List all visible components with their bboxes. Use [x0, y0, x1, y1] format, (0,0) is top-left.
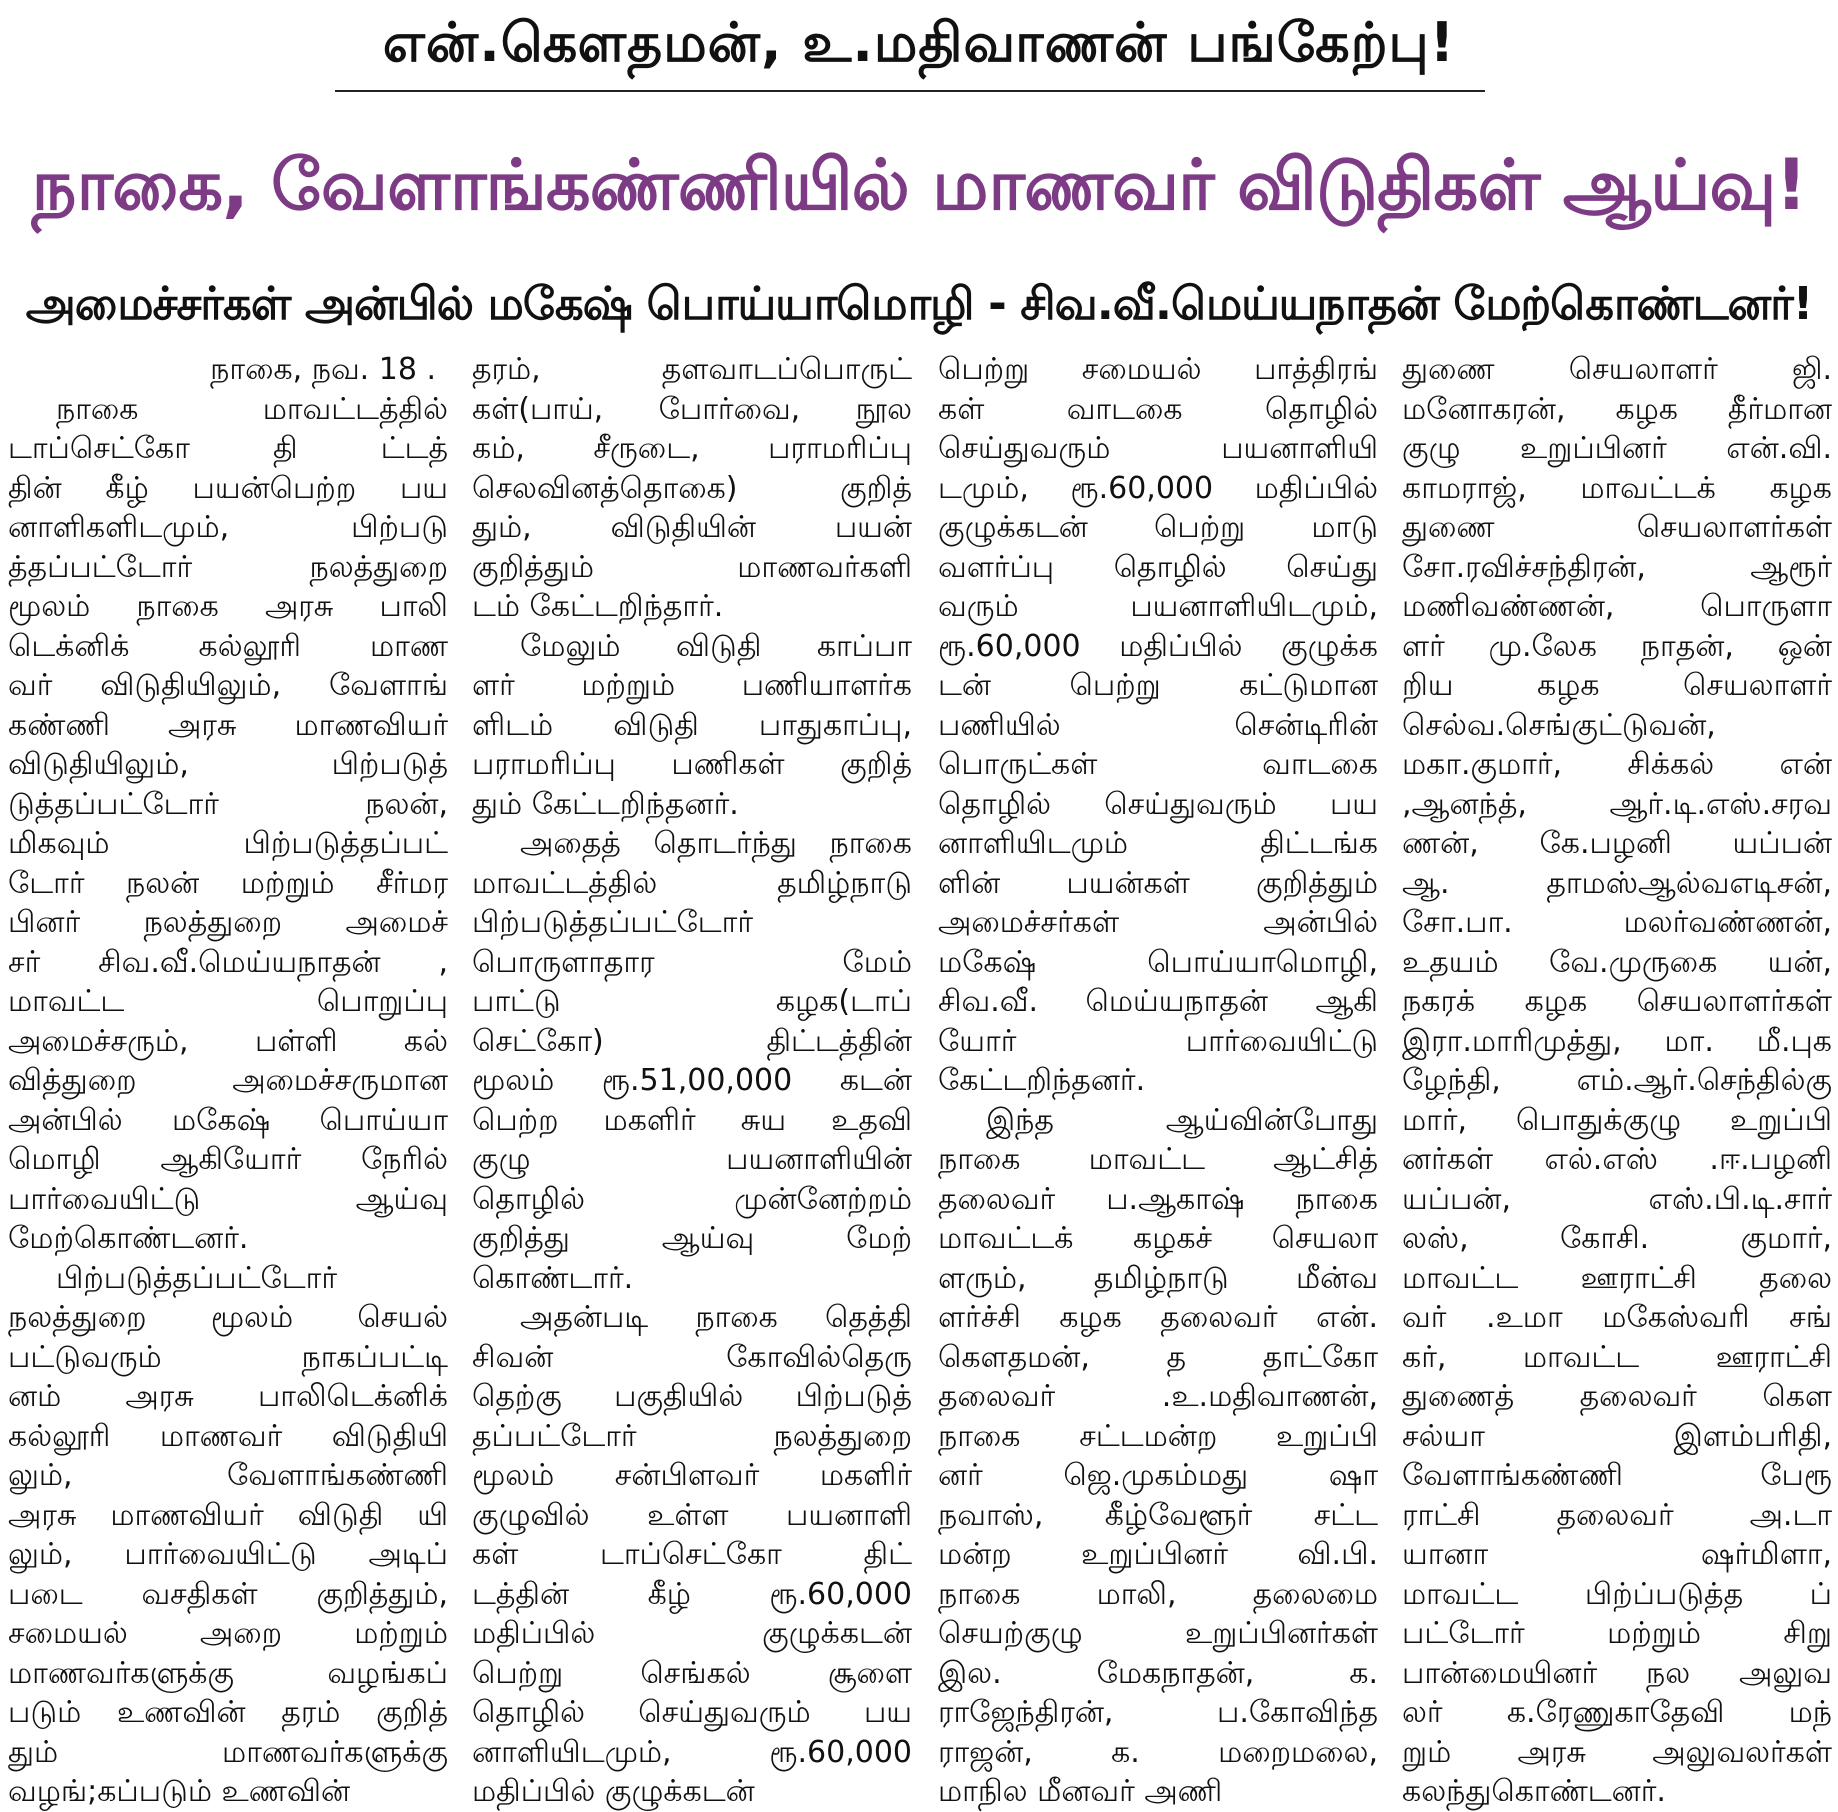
article-line: மாணவர்களுக்கு வழங்கப்	[8, 1655, 448, 1691]
article-line: பெற்று சமையல் பாத்திரங்	[938, 352, 1378, 387]
article-line: னாளியிடமும் திட்டங்க	[938, 826, 1378, 861]
article-line: மகேஷ் பொய்யாமொழி,	[938, 944, 1378, 980]
article-line: கண்ணி அரசு மாணவியர்	[8, 707, 448, 743]
article-line: மேற்கொண்டனர்.	[8, 1221, 249, 1256]
article-line: அதைத் தொடர்ந்து நாகை	[520, 826, 912, 861]
article-line: கேட்டறிந்தனர்.	[938, 1063, 1146, 1098]
article-line: வேளாங்கண்ணி பேரூ	[1402, 1458, 1832, 1493]
article-line: பொருளாதார மேம்	[472, 944, 912, 980]
article-line: தின் கீழ் பயன்பெற்ற பய	[8, 470, 448, 506]
article-column-1	[8, 350, 448, 1809]
headline: நாகை, வேளாங்கண்ணியில் மாணவர் விடுதிகள் ஆய்வு!	[31, 144, 1807, 226]
article-line: மதிப்பில் குழுக்கடன்	[472, 1774, 755, 1809]
article-line: பாட்டு கழக(டாப்	[472, 984, 912, 1019]
article-line: னர்கள் எல்.எஸ் .ஈ.பழனி	[1402, 1142, 1832, 1177]
article-line: டோர் நலன் மற்றும் சீர்மர	[8, 865, 448, 901]
article-line: பராமரிப்பு பணிகள் குறித்	[472, 747, 912, 782]
article-line: வித்துறை அமைச்சருமான	[8, 1063, 448, 1098]
article-line: பொருட்கள் வாடகை	[938, 747, 1378, 782]
article-line: சல்யா இளம்பரிதி,	[1402, 1418, 1832, 1454]
article-line: னர் ஜெ.முகம்மது ஷா	[938, 1458, 1378, 1493]
article-line: நலத்துறை மூலம் செயல்	[8, 1300, 448, 1335]
article-line: ழேந்தி, எம்.ஆர்.செந்தில்கு	[1402, 1063, 1832, 1098]
article-line: ,ஆனந்த், ஆர்.டி.எஸ்.சரவ	[1402, 786, 1832, 822]
article-line: ளர்ச்சி கழக தலைவர் என்.	[938, 1300, 1378, 1335]
article-line: மூலம் நாகை அரசு பாலி	[8, 589, 448, 624]
article-line: இல. மேகநாதன், க.	[938, 1655, 1378, 1691]
article-line: றிய கழக செயலாளர்	[1402, 668, 1832, 703]
article-line: லும், பார்வையிட்டு அடிப்	[8, 1537, 448, 1572]
article-line: பெற்று செங்கல் சூளை	[472, 1655, 912, 1691]
article-line: செலவினத்தொகை) குறித்	[472, 470, 912, 506]
article-line: துணை செயலாளர் ஜி.	[1402, 352, 1832, 387]
article-line: வளர்ப்பு தொழில் செய்து	[938, 549, 1378, 585]
article-line: கள் வாடகை தொழில்	[938, 391, 1378, 427]
article-line: வழங்;கப்படும் உணவின்	[8, 1774, 351, 1809]
article-line: செல்வ.செங்குட்டுவன்,	[1402, 707, 1716, 743]
article-line: லஸ், கோசி. குமார்,	[1402, 1221, 1832, 1256]
article-line: படை வசதிகள் குறித்தும்,	[8, 1576, 448, 1612]
article-line: கம், சீருடை, பராமரிப்பு	[472, 431, 912, 466]
article-line: டத்தின் கீழ் ரூ.60,000	[472, 1576, 912, 1612]
article-line: சோ.ரவிச்சந்திரன், ஆரூர்	[1402, 549, 1832, 585]
article-line: டமும், ரூ.60,000 மதிப்பில்	[938, 470, 1378, 506]
article-body	[0, 350, 1838, 1809]
article-column-4	[1402, 350, 1832, 1809]
article-line: டம் கேட்டறிந்தார்.	[472, 589, 724, 624]
article-line: குழு பயனாளியின்	[472, 1142, 912, 1177]
article-line: மாவட்டக் கழகச் செயலா	[938, 1221, 1378, 1256]
article-line: ராஜேந்திரன், ப.கோவிந்த	[938, 1695, 1378, 1730]
article-line: கல்லூரி மாணவர் விடுதியி	[8, 1418, 448, 1454]
article-line: தும், விடுதியின் பயன்	[472, 510, 912, 545]
article-line: தலைவர் .உ.மதிவாணன்,	[938, 1379, 1378, 1414]
article-line: சர் சிவ.வீ.மெய்யநாதன் ,	[8, 944, 448, 980]
article-line: னாளிகளிடமும், பிற்படு	[8, 510, 448, 545]
article-line: மாவட்டத்தில் தமிழ்நாடு	[472, 865, 912, 901]
article-line: நாகை மாவட்டத்தில்	[56, 391, 448, 427]
article-line: ளர் மு.லேக நாதன், ஒன்	[1402, 628, 1832, 664]
article-line: பினர் நலத்துறை அமைச்	[8, 905, 448, 940]
article-line: செய்துவரும் பயனாளியி	[938, 431, 1378, 466]
article-line: டாப்செட்கோ தி ட்டத்	[8, 431, 448, 466]
article-line: கொண்டார்.	[472, 1260, 634, 1296]
article-line: மொழி ஆகியோர் நேரில்	[8, 1142, 448, 1177]
article-line: நகரக் கழக செயலாளர்கள்	[1402, 984, 1832, 1019]
article-line: மூலம் ரூ.51,00,000 கடன்	[472, 1063, 912, 1098]
article-line: டுத்தப்பட்டோர் நலன்,	[8, 786, 448, 822]
article-line: தரம், தளவாடப்பொருட்	[472, 352, 912, 387]
article-line: டெக்னிக் கல்லூரி மாண	[8, 628, 448, 664]
article-line: சிவ.வீ. மெய்யநாதன் ஆகி	[938, 984, 1378, 1019]
article-line: லும், வேளாங்கண்ணி	[8, 1458, 448, 1493]
article-line: பார்வையிட்டு ஆய்வு	[8, 1181, 448, 1217]
article-line: லர் க.ரேணுகாதேவி மந்	[1402, 1695, 1832, 1730]
article-line: இரா.மாரிமுத்து, மா. மீ.புக	[1402, 1023, 1832, 1059]
subheadline: அமைச்சர்கள் அன்பில் மகேஷ் பொய்யாமொழி - சிவ.வீ.மெய்யநாதன் மேற்கொண்டனர்!	[25, 277, 1813, 330]
article-line: கர், மாவட்ட ஊராட்சி	[1402, 1339, 1832, 1375]
article-line: டன் பெற்று கட்டுமான	[938, 668, 1378, 703]
article-line: ராட்சி தலைவர் அ.டா	[1402, 1497, 1832, 1533]
article-line: இந்த ஆய்வின்போது	[986, 1102, 1378, 1138]
article-line: துணை செயலாளர்கள்	[1402, 510, 1832, 545]
article-line: நாகை, நவ. 18 .	[210, 352, 436, 387]
article-line: சிவன் கோவில்தெரு	[472, 1339, 912, 1375]
article-line: அமைச்சரும், பள்ளி கல்	[8, 1023, 448, 1059]
article-line: சோ.பா. மலர்வண்ணன்,	[1402, 905, 1832, 940]
article-line: த்தப்பட்டோர் நலத்துறை	[8, 549, 448, 585]
article-line: கலந்துகொண்டனர்.	[1402, 1774, 1666, 1809]
article-line: னாளியிடமும், ரூ.60,000	[472, 1734, 912, 1770]
article-line: பட்டோர் மற்றும் சிறு	[1402, 1616, 1832, 1651]
article-line: படும் உணவின் தரம் குறித்	[8, 1695, 448, 1730]
article-line: பான்மையினர் நல அலுவ	[1402, 1655, 1832, 1691]
article-line: தும் மாணவர்களுக்கு	[8, 1734, 448, 1770]
article-column-2	[472, 350, 912, 1809]
article-line: வர் .உமா மகேஸ்வரி சங்	[1402, 1300, 1832, 1335]
article-line: மார், பொதுக்குழு உறுப்பி	[1402, 1102, 1832, 1138]
article-line: ராஜன், க. மறைமலை,	[938, 1734, 1378, 1770]
article-line: மன்ற உறுப்பினர் வி.பி.	[938, 1537, 1378, 1572]
article-line: பணியில் சென்டிரின்	[938, 707, 1378, 743]
article-line: னம் அரசு பாலிடெக்னிக்	[8, 1379, 448, 1414]
article-line: நாகை மாவட்ட ஆட்சித்	[938, 1142, 1378, 1177]
article-line: மூலம் சன்பிளவர் மகளிர்	[472, 1458, 912, 1493]
article-line: வர் விடுதியிலும், வேளாங்	[8, 668, 448, 703]
article-line: பட்டுவரும் நாகப்பட்டி	[8, 1339, 448, 1375]
article-line: பிற்படுத்தப்பட்டோர்	[56, 1260, 338, 1296]
article-line: ளரும், தமிழ்நாடு மீன்வ	[938, 1260, 1378, 1296]
article-line: மாவட்ட பிற்ப்படுத்த ப்	[1402, 1576, 1832, 1612]
article-line: வரும் பயனாளியிடமும்,	[938, 589, 1378, 624]
article-line: யானா ஷர்மிளா,	[1402, 1537, 1832, 1572]
article-line: மனோகரன், கழக தீர்மான	[1402, 391, 1832, 427]
article-line: செட்கோ) திட்டத்தின்	[472, 1023, 912, 1059]
article-line: காமராஜ், மாவட்டக் கழக	[1402, 470, 1832, 506]
article-line: தும் கேட்டறிந்தனர்.	[472, 786, 739, 822]
article-line: பெற்ற மகளிர் சுய உதவி	[472, 1102, 912, 1138]
article-line: ளிடம் விடுதி பாதுகாப்பு,	[472, 707, 912, 743]
article-column-3	[938, 350, 1378, 1809]
article-line: மாநில மீனவர் அணி	[938, 1774, 1223, 1809]
article-line: தப்பட்டோர் நலத்துறை	[472, 1418, 912, 1454]
article-line: அன்பில் மகேஷ் பொய்யா	[8, 1102, 448, 1138]
article-line: ளர் மற்றும் பணியாளர்க	[472, 668, 912, 703]
article-line: குறித்தும் மாணவர்களி	[472, 549, 912, 585]
article-line: நாகை மாலி, தலைமை	[938, 1576, 1378, 1612]
article-line: றும் அரசு அலுவலர்கள்	[1402, 1734, 1832, 1770]
article-line: மாவட்ட பொறுப்பு	[8, 984, 448, 1019]
article-line: குழுக்கடன் பெற்று மாடு	[938, 510, 1378, 545]
article-line: துணைத் தலைவர் கௌ	[1402, 1379, 1832, 1414]
article-line: ரூ.60,000 மதிப்பில் குழுக்க	[938, 628, 1378, 664]
article-line: தொழில் முன்னேற்றம்	[472, 1181, 912, 1217]
article-line: தொழில் செய்துவரும் பய	[938, 786, 1378, 822]
article-line: ஆ. தாமஸ்ஆல்வஎடிசன்,	[1402, 865, 1832, 901]
article-line: மதிப்பில் குழுக்கடன்	[472, 1616, 912, 1651]
article-line: சமையல் அறை மற்றும்	[8, 1616, 448, 1651]
article-line: ளின் பயன்கள் குறித்தும்	[938, 865, 1378, 901]
article-line: பிற்படுத்தப்பட்டோர்	[472, 905, 754, 940]
article-line: மாவட்ட ஊராட்சி தலை	[1402, 1260, 1832, 1296]
article-line: யோர் பார்வையிட்டு	[938, 1023, 1378, 1059]
article-line: குறித்து ஆய்வு மேற்	[472, 1221, 912, 1256]
article-line: அரசு மாணவியர் விடுதி யி	[8, 1497, 448, 1533]
article-line: மகா.குமார், சிக்கல் என்	[1402, 747, 1832, 782]
article-line: நாகை சட்டமன்ற உறுப்பி	[938, 1418, 1378, 1454]
article-line: மேலும் விடுதி காப்பா	[520, 628, 912, 664]
article-line: அதன்படி நாகை தெத்தி	[520, 1300, 912, 1335]
article-line: தெற்கு பகுதியில் பிற்படுத்	[472, 1379, 912, 1414]
article-line: யப்பன், எஸ்.பி.டி.சார்	[1402, 1181, 1832, 1217]
article-line: தொழில் செய்துவரும் பய	[472, 1695, 912, 1730]
kicker-line: என்.கௌதமன், உ.மதிவாணன் பங்கேற்பு!	[382, 11, 1456, 74]
article-line: ணன், கே.பழனி யப்பன்	[1402, 826, 1832, 861]
article-line: குழுவில் உள்ள பயனாளி	[472, 1497, 912, 1533]
article-line: கள்(பாய், போர்வை, நூல	[472, 391, 912, 427]
article-line: அமைச்சர்கள் அன்பில்	[938, 905, 1378, 940]
article-line: தலைவர் ப.ஆகாஷ் நாகை	[938, 1181, 1378, 1217]
article-line: மணிவண்ணன், பொருளா	[1402, 589, 1832, 624]
article-line: செயற்குழு உறுப்பினர்கள்	[938, 1616, 1378, 1651]
article-line: மிகவும் பிற்படுத்தப்பட்	[8, 826, 448, 861]
article-line: உதயம் வே.முருகை யன்,	[1402, 944, 1832, 980]
article-line: விடுதியிலும், பிற்படுத்	[8, 747, 448, 782]
article-line: கௌதமன், த தாட்கோ	[938, 1339, 1378, 1375]
article-line: நவாஸ், கீழ்வேளூர் சட்ட	[938, 1497, 1378, 1533]
kicker-divider	[335, 90, 1485, 92]
article-line: கள் டாப்செட்கோ திட்	[472, 1537, 912, 1572]
article-line: குழு உறுப்பினர் என்.வி.	[1402, 431, 1832, 466]
